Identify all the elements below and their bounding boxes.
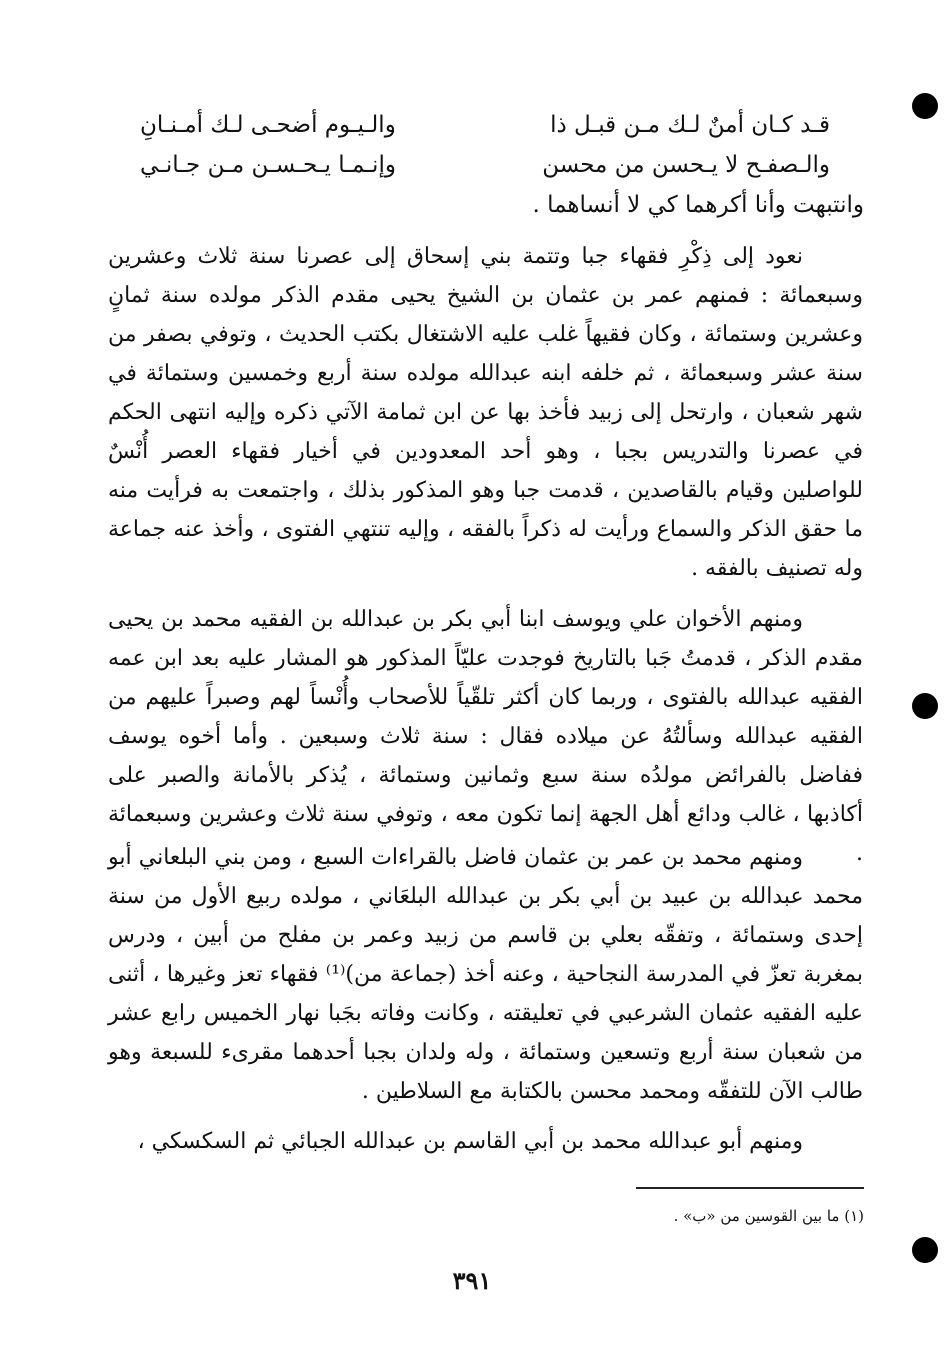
paragraph: ومنهم الأخوان علي ويوسف ابنا أبي بكر بن عبدالله بن الفقيه محمد بن يحيى مقدم الذكر ، قدمتُ جَبا بالتاريخ فوجدت عليّاً المذكور هو المشار عليه بعد ابن عمه الفقيه عبدالله بالفتوى ، وربما كان أكثر تلقّياً للأصحاب وأُنْساً لهم وصبراً عليهم من الفقيه عبدالله وسألتُهُ عن ميلاده فقال : سنة ثلاث وسبعين . وأما أخوه يوسف ففاضل بالفرائض مولدُه سنة سبع وثمانين وستمائة ، يُذكر بالأمانة والصبر على أكاذبها ، غالب ودائع أهل الجهة إنما تكون معه ، وتوفي سنة ثلاث وعشرين وسبعمائة . [108,607,863,866]
poem-hemistich: والـصفـح لا يـحسن من محسن [542,152,830,178]
binder-hole [912,1237,938,1263]
paragraph: ومنهم أبو عبدالله محمد بن أبي القاسم بن عبدالله الجبائي ثم السكسكي ، [137,1129,803,1154]
binder-hole [912,693,938,719]
poem-hemistich: وإنـمـا يـحـسـن مـن جـانـي [140,152,396,178]
footnote: (١) ما بين القوسين من «ب» . [673,1207,864,1225]
after-poem-line: وانتبهت وأنا أكرهما كي لا أنساهما . [532,192,864,218]
footnote-divider [636,1187,864,1189]
poem-line [140,152,830,192]
paragraph: ومنهم محمد بن عمر بن عثمان فاضل بالقراءات السبع ، ومن بني البلعاني أبو محمد عبدالله بن عبيد بن أبي بكر بن عبدالله البلعَاني ، مولده ربيع الأول من سنة إحدى وستمائة ، وتفقّه بعلي بن قاسم من زبيد وعمر بن مفلح من أبين ، ودرس بمغربة تعزّ في المدرسة النجاحية ، وعنه أخذ (جماعة من)⁽¹⁾ فقهاء تعز وغيرها ، أثنى عليه الفقيه عثمان الشرعبي في تعليقته ، وكانت وفاته بجَبا نهار الخميس رابع عشر من شعبان سنة أربع وتسعين وستمائة ، وله ولدان بجبا أحدهما مقرىء للسبعة وهو طالب الآن للتفقّه ومحمد محسن بالكتابة مع السلاطين . [108,845,863,1104]
poem-hemistich: قـد كـان أمنٌ لـك مـن قبـل ذا [550,112,830,138]
paragraph: نعود إلى ذِكْرِ فقهاء جبا وتتمة بني إسحاق إلى عصرنا سنة ثلاث وعشرين وسبعمائة : فمنهم عمر بن عثمان بن الشيخ يحيى مقدم الذكر مولده سنة ثمانٍ وعشرين وستمائة ، وكان فقيهاً غلب عليه الاشتغال بكتب الحديث ، وتوفي بصفر من سنة عشر وسبعمائة ، ثم خلفه ابنه عبدالله مولده سنة أربع وخمسين وستمائة في شهر شعبان ، وارتحل إلى زبيد فأخذ بها عن ابن ثمامة الآتي ذكره وإليه انتهى الحكم في عصرنا والتدريس بجبا ، وهو أحد المعدودين في أخيار فقهاء العصر أُنْسٌ للواصلين وقيام بالقاصدين ، قدمت جبا وهو المذكور بذلك ، واجتمعت به فرأيت منه ما حقق الذكر والسماع ورأيت له ذكراً بالفقه ، وإليه تنتهي الفتوى ، وأخذ عنه جماعة وله تصنيف بالفقه . [108,244,863,581]
poem-hemistich: والـيـوم أضحـى لـك أمـنـانِ [140,112,396,138]
binder-hole [912,93,938,119]
page-number: ٣٩١ [452,1266,492,1295]
poem-line [140,112,830,152]
